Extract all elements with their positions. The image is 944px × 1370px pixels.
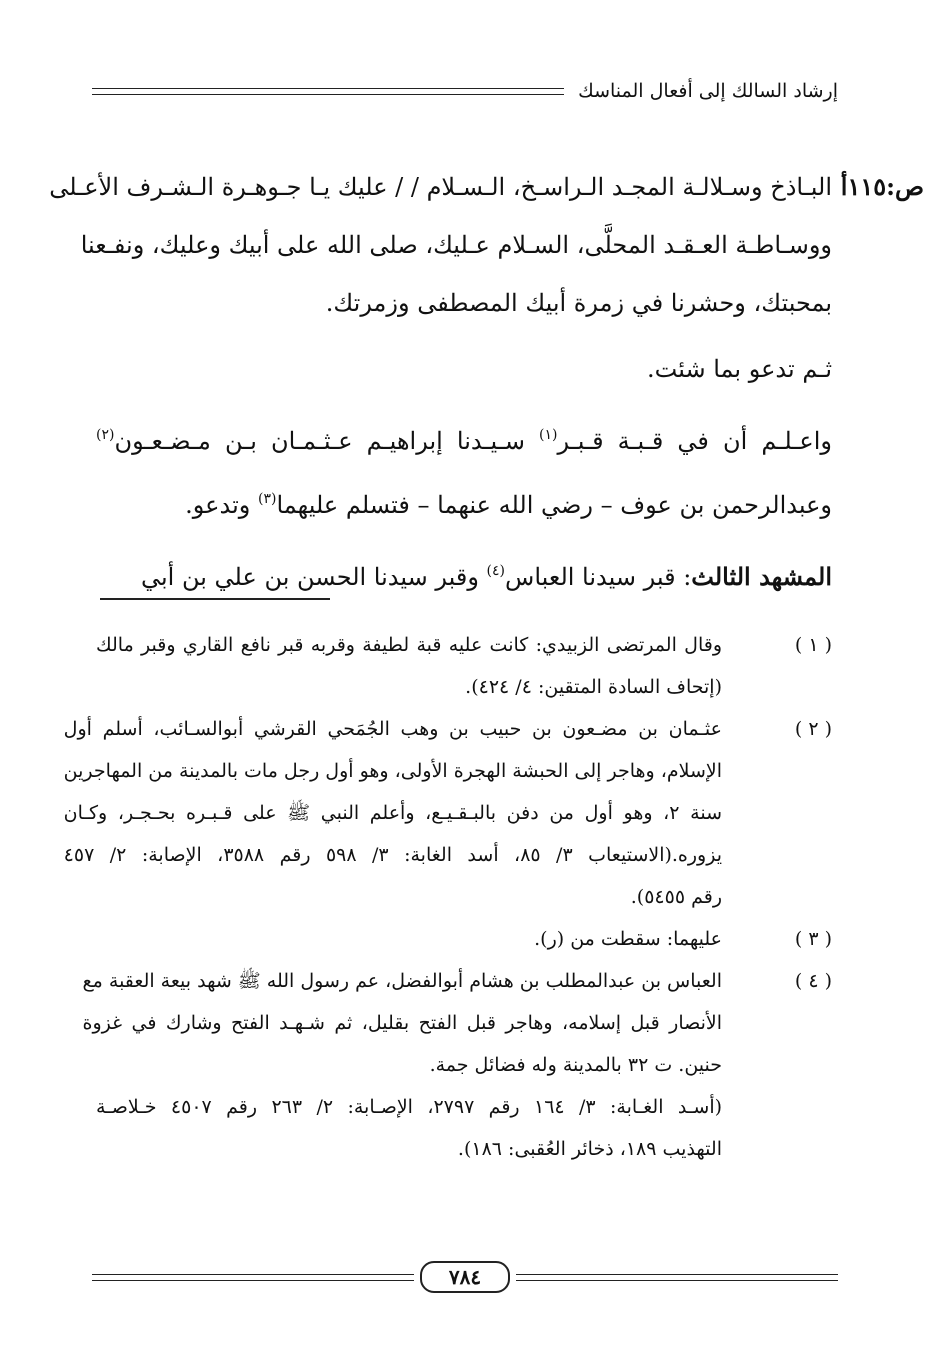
footnote-4-references-line-2: التهذيب ١٨٩، ذخائر العُقبى: ١٨٦). xyxy=(457,1138,722,1160)
main-paragraph-2 xyxy=(96,340,832,398)
footer-rule-right xyxy=(516,1274,838,1281)
footnote-2 xyxy=(63,708,832,918)
page-footer xyxy=(92,1262,838,1292)
footnote-1-number: ( ١ ) xyxy=(794,634,832,656)
footnote-1-line-2: (إتحاف السادة المتقين: ٤/ ٤٢٤). xyxy=(465,676,722,698)
footnote-2-line-5: رقم ٥٤٥٥). xyxy=(630,886,722,908)
main-line-2-text: ووسـاطـة العـقـد المحلَّى، السـلام عـليك، صلى الله على أبيك وعليك، ونفـعنا xyxy=(80,231,832,259)
footnote-4-references xyxy=(96,1086,722,1170)
main-paragraph-3-line-1 xyxy=(96,406,832,470)
main-paragraph-4 xyxy=(96,542,832,606)
footnote-ref-3: (٣) xyxy=(257,491,277,507)
p3-line2-part-a: وعبدالرحمن بن عوف – رضي الله عنهما – فتسلم عليهما xyxy=(276,491,832,519)
footer-rule-left xyxy=(92,1274,414,1281)
main-text xyxy=(49,158,924,606)
footnote-separator xyxy=(100,598,330,600)
footnote-1 xyxy=(96,624,832,708)
running-header-title: إرشاد السالك إلى أفعال المناسك xyxy=(578,80,838,102)
p3-line2-part-b: وتدعو. xyxy=(185,491,258,519)
running-header xyxy=(92,76,838,106)
main-paragraph-2-text: ثـم تدعو بما شئت. xyxy=(647,355,832,383)
footnote-4 xyxy=(82,960,832,1086)
footnote-2-number: ( ٢ ) xyxy=(794,718,832,740)
main-line-3-text: بمحبتك، وحشرنا في زمرة أبيك المصطفى وزمرتك. xyxy=(325,289,832,317)
section-heading: المشهد الثالث xyxy=(691,562,832,591)
footnote-4-references-line-1: (أسـد الغـابة: ٣/ ١٦٤ رقم ٢٧٩٧، الإصـابة: ٢/ ٢٦٣ رقم ٤٥٠٧ خـلاصـة xyxy=(96,1096,723,1118)
main-line-1 xyxy=(49,158,924,216)
footnote-4-body xyxy=(83,960,722,1086)
footnote-2-line-1: عثـمان بن مضـعون بن حبيب بن وهب الجُمَحي القرشي أبوالسـائب، أسلم أول xyxy=(63,718,722,740)
main-paragraph-3-line-2 xyxy=(96,470,832,534)
footnote-4-line-3: حنين. ت ٣٢ بالمدينة وله فضائل جمة. xyxy=(429,1054,722,1076)
main-line-2 xyxy=(80,216,832,274)
footnote-4-line-2: الأنصار قبل إسلامه، وهاجر قبل الفتح بقليل، ثم شـهـد الفتح وشارك في غزوة xyxy=(82,1012,722,1034)
footnote-2-body xyxy=(64,708,722,918)
footnotes xyxy=(63,624,832,1170)
main-line-1-text: البـاذخ وسـلالـة المجـد الـراسـخ، الـسـلام / / عليك يـا جـوهـرة الـشـرف الأعـلى xyxy=(49,173,832,201)
footnote-1-body xyxy=(96,624,722,708)
header-double-rule xyxy=(92,88,564,95)
footnote-2-line-3: سنة ٢، وهو أول من دفن بالبـقـيـع، وأعلم النبي ﷺ على قـبـره بحـجـر، وكـان xyxy=(63,802,722,824)
footnote-3-number: ( ٣ ) xyxy=(794,928,832,950)
manuscript-folio-marker: ص:١١٥أ xyxy=(840,172,924,201)
footnote-ref-1: (١) xyxy=(539,427,558,443)
footnote-4-number: ( ٤ ) xyxy=(794,970,832,992)
p3-line1-part-b: سـيـدنا إبراهيـم عـثـمـان بـن مـضـعـون xyxy=(114,427,540,455)
main-line-3 xyxy=(96,274,832,332)
footnote-3 xyxy=(96,918,832,960)
footnote-2-line-2: الإسلام، وهاجر إلى الحبشة الهجرة الأولى، وهو أول رجل مات بالمدينة من المهاجرين xyxy=(63,760,722,782)
p4-part-b: وقبر سيدنا الحسن بن علي بن أبي xyxy=(140,563,487,591)
footnote-1-line-1: وقال المرتضى الزبيدي: كانت عليه قبة لطيفة وقربه قبر نافع القاري وقبر مالك xyxy=(96,634,722,656)
footnote-4-line-1: العباس بن عبدالمطلب بن هشام أبوالفضل، عم رسول الله ﷺ شهد بيعة العقبة مع xyxy=(82,970,722,992)
footnote-2-line-4: يزوره.(الاستيعاب ٣/ ٨٥، أسد الغابة: ٣/ ٥٩٨ رقم ٣٥٨٨، الإصابة: ٢/ ٤٥٧ xyxy=(63,844,723,866)
footnote-3-line-1: عليهما: سقطت من (ر). xyxy=(534,928,722,950)
footnote-ref-2: (٢) xyxy=(96,427,115,443)
p3-line1-part-a: واعـلـم أن في قـبـة قـبـر xyxy=(557,427,832,455)
page-number: ٧٨٤ xyxy=(420,1261,510,1293)
footnote-3-body xyxy=(96,918,722,960)
footnote-ref-4: (٤) xyxy=(486,563,506,579)
p4-part-a: : قبر سيدنا العباس xyxy=(505,563,692,591)
